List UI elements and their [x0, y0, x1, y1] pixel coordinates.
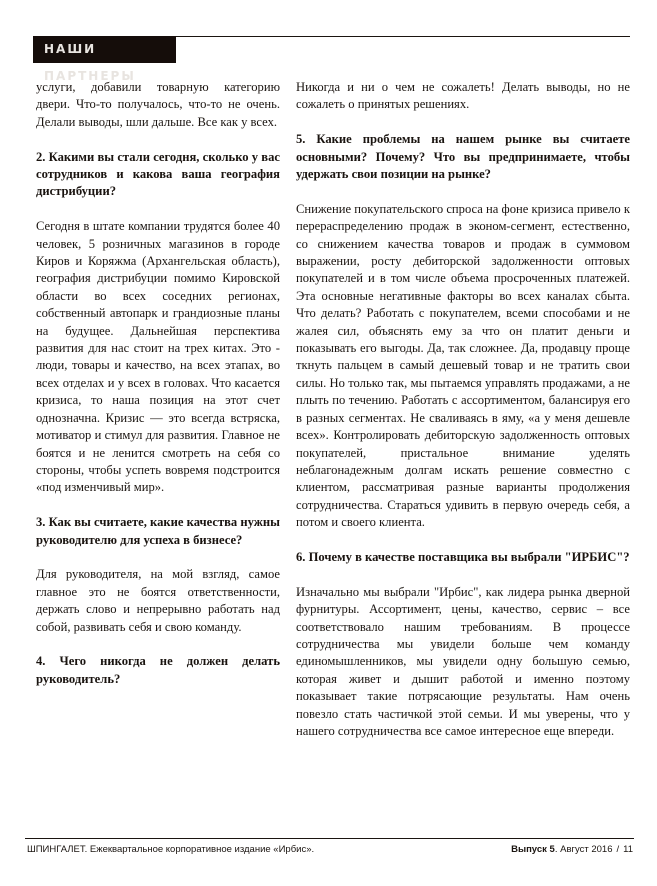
footer-rule: [25, 838, 634, 839]
footer-issue-info: [511, 844, 633, 855]
footer-separator: /: [616, 844, 620, 855]
left-column: [36, 79, 280, 688]
question-3: 3. Как вы считаете, какие качества нужны руководителю для успеха в бизнесе?: [36, 515, 280, 547]
answer-6: Изначально мы выбрали "Ирбис", как лидера рынка дверной фурнитуры. Ассортимент, цены, качество, сервис – все соответствовало нашим требованиям. В процессе сотрудничества мы увидели больше чем команду единомышленников, мы увидели одну большую семью, которая живет и дышит работой и именно поэтому показывает такие потрясающие результаты. Нам очень повезло стать частичкой этой семьи. И мы уверены, что у нашего сотрудничества все самое интересное еще впереди.: [296, 584, 630, 738]
intro-paragraph: услуги, добавили товарную категорию двери. Что-то получалось, что-то не очень. Делали выводы, шли дальше. Все как у всех.: [36, 80, 280, 129]
question-4: 4. Чего никогда не должен делать руководитель?: [36, 654, 280, 686]
question-5: 5. Какие проблемы на нашем рынке вы считаете основными? Почему? Что вы предпринимаете, чтобы удержать свои позиции на рынке?: [296, 132, 630, 182]
issue-date: . Август 2016: [554, 844, 613, 855]
answer-2: Сегодня в штате компании трудятся более 40 человек, 5 розничных магазинов в городе Киров и Коряжма (Архангельская область), география дистрибуции помимо Кировской области во всех соседних регионах, собственный автопарк и грандиозные планы на будущее. Дальнейшая перспектива развития для нас стоит на трех китах. Это - люди, товары и качество, на всех этапах, во всех отделах и у всех в головах. Что касается кризиса, то наша позиция на этот счет однозначна. Кризис — это всегда встряска, мотиватор и стимул для развития. Главное не боятся и не ленится смотреть на себя со стороны, чтобы успеть вовремя подстроится «под изменчивый мир».: [36, 219, 280, 495]
question-2: 2. Какими вы стали сегодня, сколько у вас сотрудников и какова ваша география дистрибуции?: [36, 149, 280, 199]
issue-label: Выпуск 5: [511, 844, 555, 855]
answer-5: Снижение покупательского спроса на фоне кризиса привело к перераспределению продаж в эконом-сегмент, естественно, со снижением качества товаров и продаж в суммовом выражении, росту дебиторской задолженности оптовых покупателей и в том числе объема просроченных платежей. Эта основные негативные факторы во всех каналах сбыта. Что делать? Работать с покупателем, всеми способами и не жалея сил, объяснять ему за что он платит деньги и показывать его выгоды. Да, так сложнее. Да, продавцу проще ткнуть пальцем в самый дешевый товар и не тратить свои силы. Но только так, мы пытаемся управлять продажами, а не плыть по течению. Работать с ассортиментом, балансируя его в разных сегментах. Не сваливаясь в яму, «а у меня дешевле всех». Контролировать дебиторскую задолженность оптовых покупателей, пристальное внимание уделять неблагонадежным долгам искать решение совместно с клиентом, рассматривая разные варианты продолжения сотрудничества. Стараться удивить в первую очередь себя, а потом и своего клиента.: [296, 201, 630, 530]
right-column: [296, 79, 630, 740]
answer-4: Никогда и ни о чем не сожалеть! Делать выводы, но не сожалеть о принятых решениях.: [296, 80, 630, 112]
page-number: 11: [623, 844, 633, 855]
answer-3: Для руководителя, на мой взгляд, самое главное это не боятся ответственности, держать слово и непрерывно работать над собой, развивать себя и свою команду.: [36, 567, 280, 634]
footer-publication: ШПИНГАЛЕТ. Ежеквартальное корпоративное издание «Ирбис».: [27, 844, 315, 855]
section-label: НАШИ ПАРТНЕРЫ: [33, 36, 176, 63]
question-6: 6. Почему в качестве поставщика вы выбрали "ИРБИС"?: [296, 549, 630, 564]
